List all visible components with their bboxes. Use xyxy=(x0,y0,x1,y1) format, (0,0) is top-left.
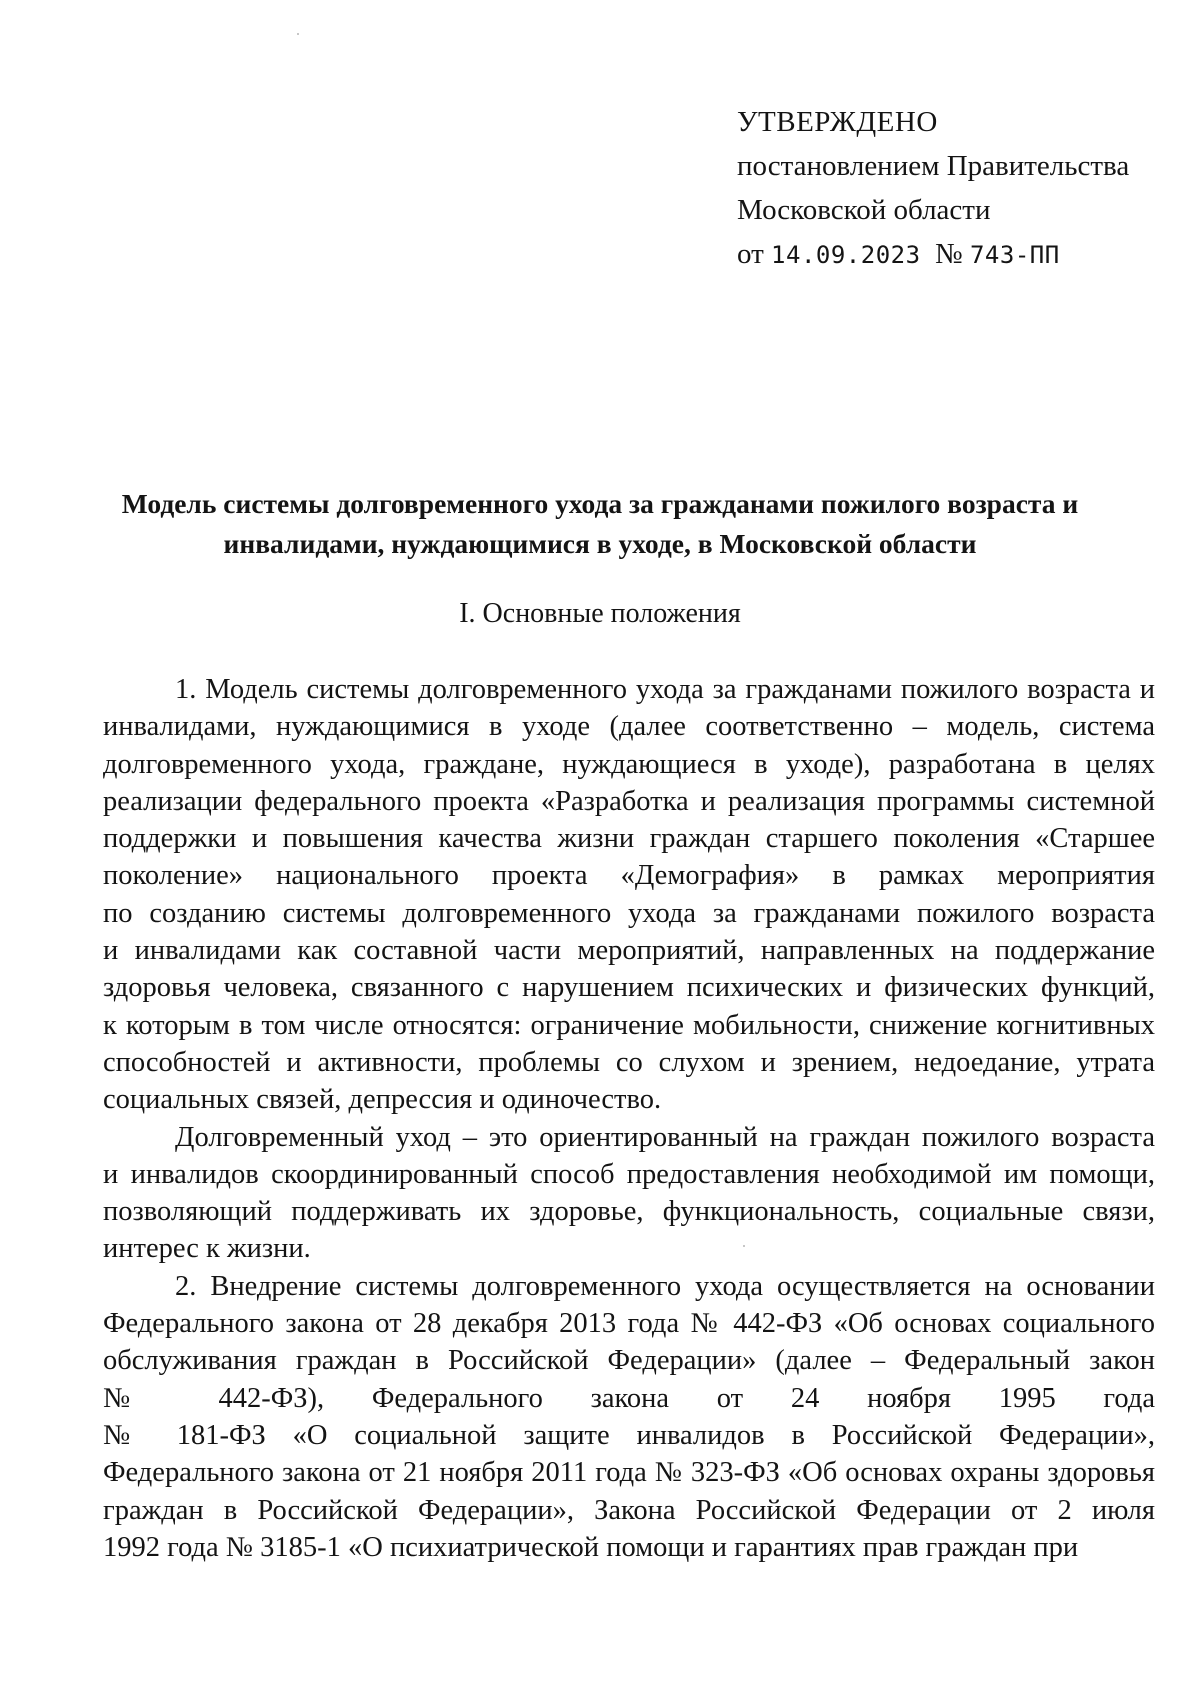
paragraph-line: и инвалидами как составной части мероприятий, направленных на поддержание xyxy=(103,935,1155,967)
paragraph-line: № 181-ФЗ «О социальной защите инвалидов в Российской Федерации», xyxy=(103,1419,1155,1451)
paragraph-line: интерес к жизни. xyxy=(103,1233,311,1265)
approval-date-number xyxy=(737,232,1129,277)
approval-stamp xyxy=(737,100,1129,277)
paragraph-line: по созданию системы долговременного ухода за гражданами пожилого возраста xyxy=(103,897,1155,929)
paragraph-line: поколение» национального проекта «Демография» в рамках мероприятия xyxy=(103,860,1155,892)
paragraph-line: Федерального закона от 28 декабря 2013 года № 442-ФЗ «Об основах социального xyxy=(103,1308,1155,1340)
paragraph-line: поддержки и повышения качества жизни граждан старшего поколения «Старшее xyxy=(103,823,1155,855)
approval-number: 743-ПП xyxy=(969,241,1060,269)
paragraph-line: 2. Внедрение системы долговременного ухода осуществляется на основании xyxy=(175,1270,1155,1302)
paragraph xyxy=(103,1119,1155,1268)
paragraph-line: 1992 года № 3185-1 «О психиатрической помощи и гарантиях прав граждан при xyxy=(103,1531,1079,1563)
document-body xyxy=(103,671,1155,1566)
approval-date: 14.09.2023 xyxy=(771,241,921,269)
paragraph-line: обслуживания граждан в Российской Федерации» (далее – Федеральный закон xyxy=(103,1345,1155,1377)
approval-heading: УТВЕРЖДЕНО xyxy=(737,106,938,138)
paragraph-line: способностей и активности, проблемы со слухом и зрением, недоедание, утрата xyxy=(103,1046,1155,1078)
paragraph-line: 1. Модель системы долговременного ухода за гражданами пожилого возраста и xyxy=(175,674,1155,705)
date-prefix: от xyxy=(737,238,764,270)
paragraph-line: здоровья человека, связанного с нарушением психических и физических функций, xyxy=(103,972,1155,1004)
scan-speck xyxy=(297,33,299,35)
paragraph-line: позволяющий поддерживать их здоровье, функциональность, социальные связи, xyxy=(103,1196,1155,1228)
number-sign: № xyxy=(935,238,963,270)
paragraph-line: реализации федерального проекта «Разработка и реализация программы системной xyxy=(103,785,1155,817)
paragraph-line: Федерального закона от 21 ноября 2011 года № 323-ФЗ «Об основах охраны здоровья xyxy=(103,1457,1155,1489)
title-line-1: Модель системы долговременного ухода за гражданами пожилого возраста и xyxy=(121,488,1079,519)
paragraph-line: социальных связей, депрессия и одиночество. xyxy=(103,1084,662,1116)
paragraph-line: Долговременный уход – это ориентированный на граждан пожилого возраста xyxy=(175,1121,1155,1153)
paragraph xyxy=(103,671,1155,1119)
paragraph-line: № 442-ФЗ), Федерального закона от 24 ноября 1995 года xyxy=(103,1382,1155,1414)
title-line-2: инвалидами, нуждающимися в уходе, в Московской области xyxy=(223,528,977,559)
paragraph-line: долговременного ухода, граждане, нуждающиеся в уходе), разработана в целях xyxy=(103,748,1155,780)
paragraph-line: и инвалидов скоординированный способ предоставления необходимой им помощи, xyxy=(103,1158,1155,1190)
paragraph-line: граждан в Российской Федерации», Закона Российской Федерации от 2 июля xyxy=(103,1494,1155,1526)
document-title xyxy=(100,484,1100,564)
paragraph xyxy=(103,1268,1155,1566)
section-heading: I. Основные положения xyxy=(459,598,741,629)
approval-line-2: Московской области xyxy=(737,194,991,226)
approval-line-1: постановлением Правительства xyxy=(737,150,1130,182)
paragraph-line: к которым в том числе относятся: ограничение мобильности, снижение когнитивных xyxy=(103,1009,1155,1041)
paragraph-line: инвалидами, нуждающимися в уходе (далее соответственно – модель, система xyxy=(103,711,1155,743)
